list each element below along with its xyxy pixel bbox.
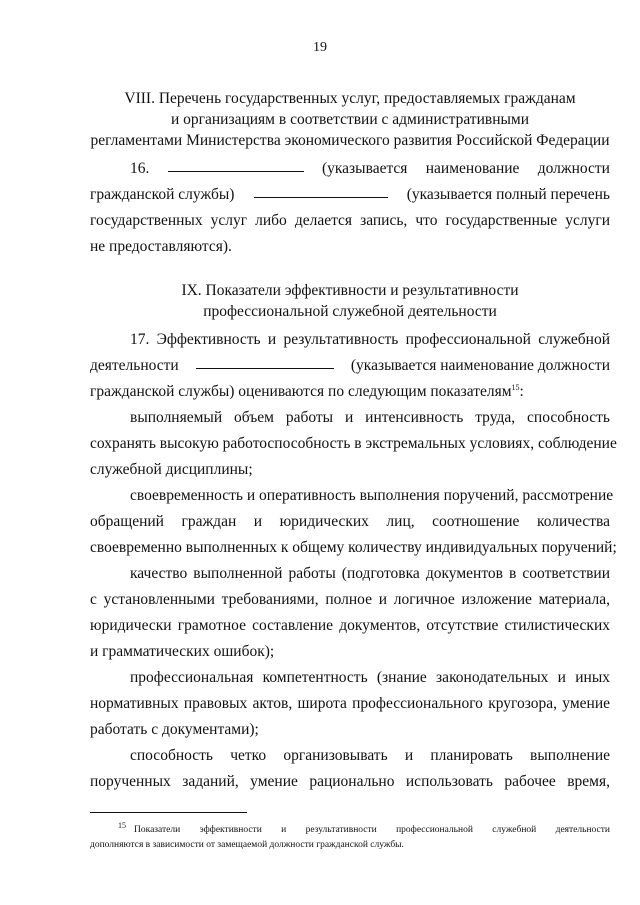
- text-line: [90, 613, 610, 639]
- footnote-divider: [90, 812, 247, 813]
- heading-line: IX. Показатели эффективности и результативности: [181, 282, 519, 299]
- footnote-marker: 15: [118, 820, 126, 830]
- text-span: своевременность и оперативность выполнения поручений, рассмотрение: [130, 487, 614, 504]
- footnote: [90, 820, 610, 853]
- text-span: нормативных правовых актов, широта профессионального кругозора, умение: [90, 695, 610, 712]
- text-span: :: [519, 383, 524, 400]
- section-9-heading: [90, 280, 610, 322]
- text-line: [90, 483, 614, 509]
- text-line: [90, 156, 610, 182]
- text-span: гражданской службы): [90, 186, 235, 203]
- text-line: [90, 353, 610, 379]
- text-line: [90, 561, 610, 587]
- text-line: [90, 639, 610, 665]
- text-span: работать с документами);: [90, 721, 259, 738]
- paragraph-17: [90, 327, 617, 795]
- text-span: (указывается полный перечень: [406, 186, 610, 203]
- text-span: государственных услуг либо делается запись, что государственные услуги: [90, 212, 610, 229]
- text-span: сохранять высокую работоспособность в экстремальных условиях, соблюдение: [90, 435, 617, 452]
- text-span: с установленными требованиями, полное и логичное изложение материала,: [90, 591, 610, 608]
- heading-line: профессиональной служебной деятельности: [203, 303, 497, 320]
- text-line: [90, 691, 610, 717]
- text-line: [90, 535, 617, 561]
- text-span: 17. Эффективность и результативность профессиональной служебной: [130, 331, 610, 348]
- text-span: выполняемый объем работы и интенсивность труда, способность: [130, 409, 610, 426]
- footnote-text: дополняются в зависимости от замещаемой должности гражданской службы.: [90, 840, 404, 850]
- text-line: [90, 182, 610, 208]
- text-span: обращений граждан и юридических лиц, соотношение количества: [90, 513, 610, 530]
- text-line: [90, 327, 610, 353]
- text-span: (указывается наименование должности: [350, 357, 610, 374]
- text-line: [90, 208, 610, 234]
- text-line: [90, 457, 610, 483]
- text-line: [90, 379, 610, 405]
- footnote-text: Показатели эффективности и результативности профессиональной служебной деятельности: [134, 825, 610, 835]
- footnote-line: [90, 820, 610, 838]
- text-span: [118, 820, 126, 838]
- footnote-marker: 15: [511, 382, 520, 392]
- page-number: 19: [313, 40, 327, 55]
- paragraph-number: 16.: [130, 160, 150, 177]
- text-span: [90, 379, 524, 405]
- fill-in-blank: [196, 353, 334, 369]
- text-span: деятельности: [90, 357, 179, 374]
- fill-in-blank: [168, 156, 304, 172]
- text-line: [90, 509, 610, 535]
- text-line: [90, 743, 610, 769]
- heading-line: VIII. Перечень государственных услуг, предоставляемых гражданам: [124, 90, 576, 107]
- text-span: и грамматических ошибок);: [90, 643, 275, 660]
- text-span: способность четко организовывать и планировать выполнение: [130, 747, 610, 764]
- section-8-heading: [90, 88, 610, 151]
- heading-line: регламентами Министерства экономического развития Российской Федерации: [90, 132, 610, 149]
- text-line: [90, 234, 610, 260]
- text-span: не предоставляются).: [90, 238, 232, 255]
- fill-in-blank: [254, 182, 388, 198]
- paragraph-16: [90, 156, 610, 260]
- text-span: наименование: [425, 160, 520, 177]
- text-span: своевременно выполненных к общему количеству индивидуальных поручений;: [90, 539, 617, 556]
- text-line: [90, 769, 610, 795]
- text-span: должности: [537, 160, 610, 177]
- text-line: [90, 587, 610, 613]
- text-span: юридически грамотное составление документов, отсутствие стилистических: [90, 617, 610, 634]
- text-line: [90, 405, 610, 431]
- text-line: [90, 665, 610, 691]
- text-span: профессиональная компетентность (знание законодательных и иных: [130, 669, 610, 686]
- text-line: [90, 431, 617, 457]
- text-span: гражданской службы) оцениваются по следующим показателям: [90, 383, 512, 400]
- text-span: служебной дисциплины;: [90, 461, 253, 478]
- text-span: порученных заданий, умение рационально использовать рабочее время,: [90, 773, 610, 790]
- text-line: [90, 717, 610, 743]
- text-span: качество выполненной работы (подготовка документов в соответствии: [130, 565, 610, 582]
- heading-line: и организациям в соответствии с административными: [170, 111, 530, 128]
- text-span: (указывается: [321, 160, 408, 177]
